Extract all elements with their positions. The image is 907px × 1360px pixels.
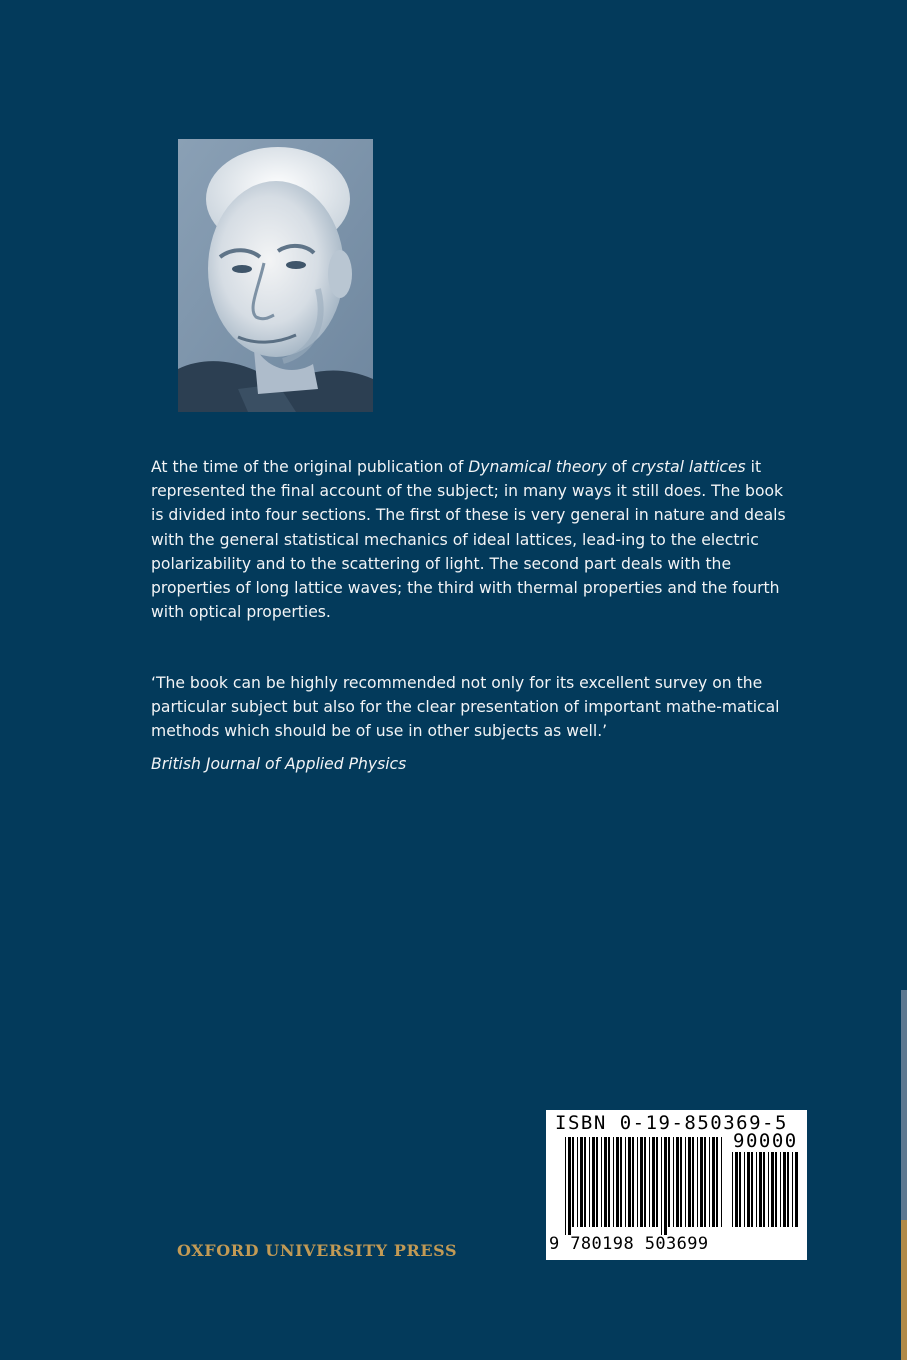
barcode-bar — [640, 1137, 643, 1227]
barcode-bar — [572, 1137, 574, 1227]
publisher-name: OXFORD UNIVERSITY PRESS — [177, 1241, 458, 1260]
barcode-bar — [589, 1137, 590, 1227]
barcode-bar — [787, 1152, 789, 1227]
blurb-title-part-2: crystal lattices — [631, 458, 746, 476]
barcode-bar — [604, 1137, 607, 1227]
barcode-bar — [732, 1152, 733, 1227]
isbn-digits: 9 780198 503699 — [549, 1234, 709, 1254]
book-description — [151, 455, 791, 624]
barcode-bar — [739, 1152, 741, 1227]
barcode-bar — [652, 1137, 655, 1227]
barcode-bar — [680, 1137, 682, 1227]
blurb-of: of — [606, 458, 632, 476]
barcode-bar — [637, 1137, 638, 1227]
barcode-bar — [704, 1137, 706, 1227]
barcode-bar — [692, 1137, 694, 1227]
price-code: 90000 — [733, 1130, 798, 1152]
barcode-bar — [759, 1152, 762, 1227]
barcode-bar — [584, 1137, 586, 1227]
author-portrait — [178, 139, 373, 412]
barcode-bar — [592, 1137, 595, 1227]
isbn-label: ISBN 0-19-850369-5 — [555, 1112, 788, 1134]
barcode-bar — [783, 1152, 786, 1227]
isbn-barcode — [546, 1110, 807, 1260]
barcode-bar — [795, 1152, 798, 1227]
barcode-bar — [721, 1137, 722, 1227]
barcode-bar — [709, 1137, 710, 1227]
barcode-bar — [565, 1137, 566, 1235]
barcode-bar — [756, 1152, 757, 1227]
barcode-bar — [649, 1137, 650, 1227]
barcode-bar — [608, 1137, 610, 1227]
barcode-bar — [771, 1152, 774, 1227]
barcode-bar — [577, 1137, 578, 1227]
blurb-title-part-1: Dynamical theory — [468, 458, 607, 476]
barcode-bar — [747, 1152, 750, 1227]
review-source: British Journal of Applied Physics — [151, 755, 407, 773]
barcode-bar — [628, 1137, 631, 1227]
blurb-intro: At the time of the original publication of — [151, 458, 469, 476]
barcode-bar — [751, 1152, 753, 1227]
barcode-bar — [664, 1137, 667, 1235]
barcode-bar — [601, 1137, 602, 1227]
spine-edge-strip — [901, 990, 907, 1220]
barcode-bar — [688, 1137, 691, 1227]
barcode-bar — [744, 1152, 745, 1227]
barcode-bar — [716, 1137, 718, 1227]
blurb-body: it represented the final account of the subject; in many ways it still does. The book is divided into four sections. The first of these is very general in nature and deals with the general statistical mechanics of ideal lattices, lead-ing to the electric polarizability and to the scattering of light. The second part deals with the properties of long lattice waves; the third with thermal properties and the fourth with optical properties. — [151, 458, 786, 622]
barcode-bars-addon — [732, 1152, 798, 1235]
barcode-bar — [644, 1137, 646, 1227]
barcode-bar — [763, 1152, 765, 1227]
barcode-bar — [596, 1137, 598, 1227]
barcode-bar — [735, 1152, 738, 1227]
barcode-bar — [700, 1137, 703, 1227]
barcode-bar — [568, 1137, 571, 1235]
barcode-bars-main — [565, 1137, 723, 1235]
barcode-bar — [792, 1152, 793, 1227]
barcode-bar — [625, 1137, 626, 1227]
barcode-bar — [712, 1137, 715, 1227]
barcode-bar — [780, 1152, 781, 1227]
barcode-bar — [613, 1137, 614, 1227]
barcode-bar — [676, 1137, 679, 1227]
barcode-bar — [768, 1152, 769, 1227]
barcode-bar — [632, 1137, 634, 1227]
review-quote: ‘The book can be highly recommended not only for its excellent survey on the particular subject but also for the clear presentation of important mathe-matical methods which should be of use in other subjects as well.’ — [151, 674, 780, 741]
barcode-bar — [616, 1137, 619, 1227]
barcode-bar — [697, 1137, 698, 1227]
spine-edge-gold-strip — [901, 1220, 907, 1360]
barcode-bar — [685, 1137, 686, 1227]
author-portrait-photo — [178, 139, 373, 412]
barcode-bar — [620, 1137, 622, 1227]
barcode-bar — [580, 1137, 583, 1227]
barcode-bar — [673, 1137, 674, 1227]
barcode-bar — [656, 1137, 658, 1227]
barcode-bar — [775, 1152, 777, 1227]
barcode-bar — [668, 1137, 670, 1227]
barcode-bar — [661, 1137, 662, 1235]
